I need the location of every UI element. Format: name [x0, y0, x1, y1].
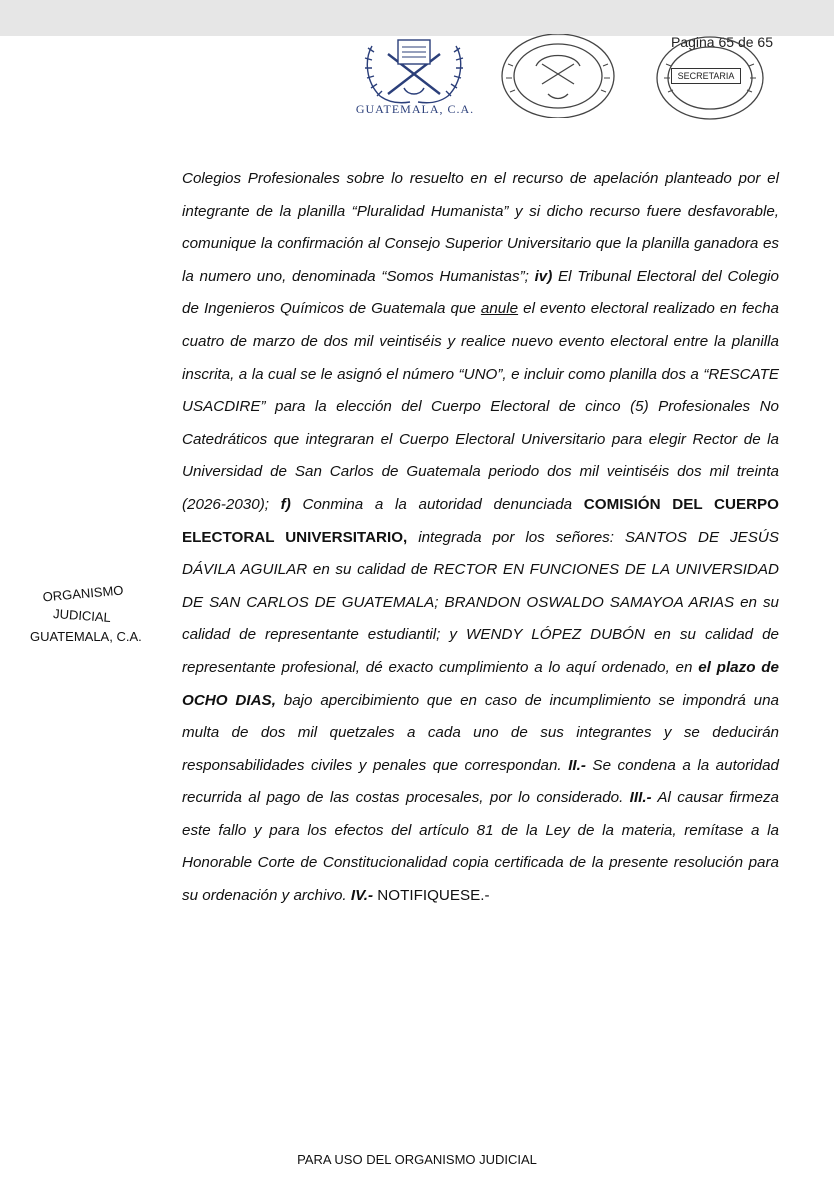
stamp-line-3: GUATEMALA, C.A.: [30, 629, 142, 644]
page-footer: PARA USO DEL ORGANISMO JUDICIAL: [297, 1152, 537, 1167]
numeral-iii: III.-: [629, 789, 652, 807]
text-segment: el evento electoral realizado en fecha cuatro de marzo de dos mil veintiséis y realice nuevo evento electoral entre la planilla inscrita, a la cual se le asignó el número “UNO”, e incluir como planilla dos a “RESCATE USACDIRE” para la elección del Cuerpo Electoral de cinco (5) Profesionales No Catedráticos que integraran el Cuerpo Electoral Universitario para elegir Rector de la Universidad de San Carlos de Guatemala periodo dos mil veintiséis dos mil treinta (2026-2030);: [182, 300, 779, 513]
text-segment: Conmina a la autoridad denunciada: [290, 495, 584, 513]
text-segment: bajo apercibimiento que en caso de incumplimiento se impondrá una multa de dos mil quetzales a cada uno de sus integrantes y se deducirán responsabilidades civiles y penales que correspondan.: [182, 691, 780, 774]
stamp-line-1: ORGANISMO: [42, 582, 124, 605]
deadline-phrase: el plazo de OCHO DIAS,: [182, 658, 779, 709]
numeral-iv-notify: IV.-: [350, 887, 374, 905]
resolution-body-text: [182, 163, 779, 913]
emblem-caption: GUATEMALA, C.A.: [355, 102, 475, 116]
text-segment: integrada por los señores: SANTOS DE JESÚS DÁVILA AGUILAR en su calidad de RECTOR EN FUNCIONES DE LA UNIVERSIDAD DE SAN CARLOS DE GUATEMALA; BRANDON OSWALDO SAMAYOA ARIAS en su calidad de representante estudiantil; y WENDY LÓPEZ DUBÓN en su calidad de representante profesional, dé exacto cumplimiento a lo aquí ordenado, en: [182, 528, 779, 676]
text-segment: Se condena a la autoridad recurrida al pago de las costas procesales, por lo considerado.: [182, 756, 780, 807]
text-segment: Al causar firmeza este fallo y para los efectos del artículo 81 de la Ley de la materia, remítase a la Honorable Corte de Constitucionalidad copia certificada de la presente resolución para su ordenación y archivo.: [182, 789, 779, 905]
stamp-line-2: JUDICIAL: [52, 606, 112, 625]
numeral-iv: iv): [534, 267, 553, 285]
court-seal-icon: [500, 34, 616, 118]
underlined-anule: anule: [480, 300, 519, 318]
numeral-ii: II.-: [568, 756, 586, 774]
commission-name: COMISIÓN DEL CUERPO ELECTORAL UNIVERSITARIO,: [182, 495, 779, 546]
text-segment: El Tribunal Electoral del Colegio de Ingenieros Químicos de Guatemala que: [182, 267, 780, 318]
top-bar: [0, 0, 834, 36]
page-number: Pagina 65 de 65: [671, 34, 773, 50]
organismo-judicial-stamp: [24, 582, 154, 644]
notify-text: NOTIFIQUESE.-: [373, 887, 490, 905]
text-segment: Colegios Profesionales sobre lo resuelto en el recurso de apelación planteado por el integrante de la planilla “Pluralidad Humanista” y si dicho recurso fuere desfavorable, comunique la confirmación al Consejo Superior Universitario que la planilla ganadora es la numero uno, denominada “Somos Humanistas”;: [182, 170, 779, 285]
numeral-f: f): [280, 495, 291, 513]
seal-label: SECRETARIA: [671, 68, 741, 84]
